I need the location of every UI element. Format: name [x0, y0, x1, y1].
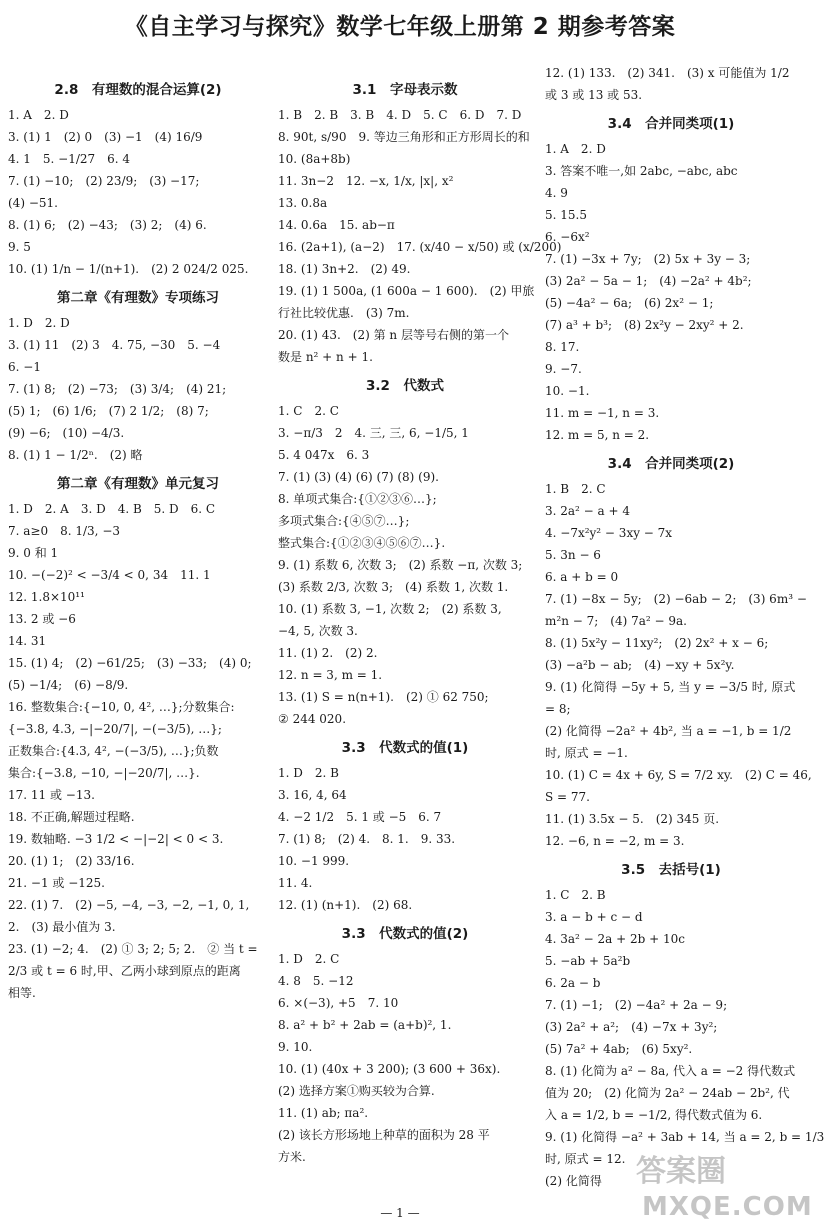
answer-line: {−3.8, 4.3, −|−20/7|, −(−3/5), …}; — [8, 722, 222, 736]
answer-line: 12. −6, n = −2, m = 3. — [545, 834, 685, 848]
answer-line: 10. −(−2)² < −3/4 < 0, 34 11. 1 — [8, 568, 211, 582]
answer-line: 18. 不正确,解题过程略. — [8, 810, 135, 824]
answer-line: 19. (1) 1 500a, (1 600a − 1 600). (2) 甲旅 — [278, 284, 535, 298]
answer-line: 2/3 或 t = 6 时,甲、乙两小球到原点的距离 — [8, 964, 241, 978]
answer-line: 7. a≥0 8. 1/3, −3 — [8, 524, 121, 538]
answer-line: 9. (1) 化简得 −5y + 5, 当 y = −3/5 时, 原式 — [545, 680, 796, 694]
answer-line: 6. ×(−3), +5 7. 10 — [278, 996, 399, 1010]
answer-line: (4) −51. — [8, 196, 58, 210]
answer-line: 5. 15.5 — [545, 208, 587, 222]
answer-line: 3. (1) 11 (2) 3 4. 75, −30 5. −4 — [8, 338, 221, 352]
answer-section — [278, 374, 532, 726]
answer-line: (2) 化简得 — [545, 1174, 602, 1188]
answer-line: 16. 整数集合:{−10, 0, 4², …};分数集合: — [8, 700, 235, 714]
answer-line: 12. 1.8×10¹¹ — [8, 590, 85, 604]
answer-line: 11. 4. — [278, 876, 313, 890]
answer-column-2 — [278, 72, 562, 1200]
section-title: 第二章《有理数》单元复习 — [57, 476, 219, 492]
answer-line: 10. (1) (40x + 3 200); (3 600 + 36x). — [278, 1062, 501, 1076]
answer-line: (5) 7a² + 4ab; (6) 5xy². — [545, 1042, 693, 1056]
answer-line: 16. (2a+1), (a−2) 17. (x/40 − x/50) 或 (x/200) — [278, 240, 562, 254]
answer-section — [278, 78, 562, 364]
answer-line: 5. 3n − 6 — [545, 548, 601, 562]
watermark-logo — [628, 1140, 813, 1230]
answer-line: m²n − 7; (4) 7a² − 9a. — [545, 614, 687, 628]
answer-line: 1. D 2. A 3. D 4. B 5. D 6. C — [8, 502, 216, 516]
answer-line: 12. (1) (n+1). (2) 68. — [278, 898, 413, 912]
answer-line: 相等. — [8, 986, 36, 1000]
answer-line: 13. 2 或 −6 — [8, 612, 76, 626]
section-title: 第二章《有理数》专项练习 — [57, 290, 219, 306]
answer-line: 3. (1) 1 (2) 0 (3) −1 (4) 16/9 — [8, 130, 203, 144]
answer-line: 4. 3a² − 2a + 2b + 10c — [545, 932, 686, 946]
answer-line: 6. −6x² — [545, 230, 590, 244]
answer-line: 12. m = 5, n = 2. — [545, 428, 650, 442]
answer-line: 11. 3n−2 12. −x, 1/x, |x|, x² — [278, 174, 454, 188]
answer-line: 10. (1) 1/n − 1/(n+1). (2) 2 024/2 025. — [8, 262, 249, 276]
answer-line: 11. (1) 3.5x − 5. (2) 345 页. — [545, 812, 720, 826]
answer-section — [8, 78, 268, 276]
answer-section — [545, 112, 797, 442]
answer-line: 时, 原式 = 12. — [545, 1152, 626, 1166]
section-title: 2.8 有理数的混合运算(2) — [54, 82, 222, 98]
answer-line: 7. (1) −3x + 7y; (2) 5x + 3y − 3; — [545, 252, 751, 266]
answer-column-3 — [545, 66, 824, 1200]
answer-line: (5) −1/4; (6) −8/9. — [8, 678, 129, 692]
answer-line: 5. 4 047x 6. 3 — [278, 448, 370, 462]
answer-line: 13. (1) S = n(n+1). (2) ① 62 750; — [278, 690, 489, 704]
answer-line: 整式集合:{①②③④⑤⑥⑦…}. — [278, 536, 446, 550]
section-title: 3.4 合并同类项(1) — [607, 116, 735, 132]
section-title: 3.5 去括号(1) — [621, 862, 721, 878]
answer-line: 19. 数轴略. −3 1/2 < −|−2| < 0 < 3. — [8, 832, 224, 846]
answer-column-1 — [8, 72, 268, 1200]
answer-line: (3) 2a² − 5a − 1; (4) −2a² + 4b²; — [545, 274, 752, 288]
section-title: 3.2 代数式 — [366, 378, 444, 394]
answer-line: 7. (1) 8; (2) 4. 8. 1. 9. 33. — [278, 832, 456, 846]
answer-line: 10. (1) 系数 3, −1, 次数 2; (2) 系数 3, — [278, 602, 502, 616]
answer-line: 8. (1) 1 − 1/2ⁿ. (2) 略 — [8, 448, 143, 462]
answer-line: 7. (1) −8x − 5y; (2) −6ab − 2; (3) 6m³ − — [545, 592, 807, 606]
page-title: 《自主学习与探究》数学七年级上册第 2 期参考答案 — [124, 14, 676, 40]
answer-line: (2) 选择方案①购买较为合算. — [278, 1084, 435, 1098]
answer-line: S = 77. — [545, 790, 590, 804]
answer-line: 12. (1) 133. (2) 341. (3) x 可能值为 1/2 — [545, 66, 790, 80]
answer-line: 1. C 2. C — [278, 404, 339, 418]
answer-line: 7. (1) 8; (2) −73; (3) 3/4; (4) 21; — [8, 382, 227, 396]
section-title: 3.3 代数式的值(1) — [341, 740, 469, 756]
answer-line: (7) a³ + b³; (8) 2x²y − 2xy² + 2. — [545, 318, 744, 332]
answer-line: (3) 2a² + a²; (4) −7x + 3y²; — [545, 1020, 718, 1034]
answer-line: (2) 化简得 −2a² + 4b², 当 a = −1, b = 1/2 — [545, 724, 792, 738]
answer-section — [545, 66, 797, 102]
answer-line: 11. m = −1, n = 3. — [545, 406, 660, 420]
answer-line: 6. 2a − b — [545, 976, 601, 990]
answer-line: 1. D 2. D — [8, 316, 70, 330]
answer-line: 1. D 2. B — [278, 766, 339, 780]
answer-line: 20. (1) 43. (2) 第 n 层等号右侧的第一个 — [278, 328, 509, 342]
answer-line: 3. 2a² − a + 4 — [545, 504, 631, 518]
section-title: 3.4 合并同类项(2) — [607, 456, 735, 472]
answer-section — [8, 286, 268, 462]
answer-line: 4. 1 5. −1/27 6. 4 — [8, 152, 131, 166]
answer-line: 1. B 2. B 3. B 4. D 5. C 6. D 7. D — [278, 108, 522, 122]
answer-line: 1. A 2. D — [545, 142, 606, 156]
answer-line: 10. −1 999. — [278, 854, 350, 868]
answer-line: 多项式集合:{④⑤⑦…}; — [278, 514, 410, 528]
answer-line: 4. −7x²y² − 3xy − 7x — [545, 526, 673, 540]
answer-section — [545, 858, 824, 1188]
answer-line: 9. −7. — [545, 362, 582, 376]
answer-line: 9. (1) 化简得 −a² + 3ab + 14, 当 a = 2, b = 1/3 — [545, 1130, 824, 1144]
answer-line: 2. (3) 最小值为 3. — [8, 920, 116, 934]
answer-line: 3. 16, 4, 64 — [278, 788, 347, 802]
answer-line: 1. C 2. B — [545, 888, 606, 902]
answer-line: 10. −1. — [545, 384, 590, 398]
answer-line: 行社比较优惠. (3) 7m. — [278, 306, 410, 320]
answer-line: 6. −1 — [8, 360, 41, 374]
answer-line: (9) −6; (10) −4/3. — [8, 426, 125, 440]
answer-line: 8. 90t, s/90 9. 等边三角形和正方形周长的和 — [278, 130, 530, 144]
answer-line: 14. 0.6a 15. ab−π — [278, 218, 395, 232]
answer-line: 10. (1) C = 4x + 6y, S = 7/2 xy. (2) C = 46, — [545, 768, 812, 782]
answer-line: 或 3 或 13 或 53. — [545, 88, 643, 102]
answer-line: (3) −a²b − ab; (4) −xy + 5x²y. — [545, 658, 735, 672]
answer-line: 8. 单项式集合:{①②③⑥…}; — [278, 492, 437, 506]
answer-line: 23. (1) −2; 4. (2) ① 3; 2; 5; 2. ② 当 t = — [8, 942, 258, 956]
answer-section — [278, 922, 532, 1164]
answer-line: 3. 答案不唯一,如 2abc, −abc, abc — [545, 164, 738, 178]
answer-line: 14. 31 — [8, 634, 47, 648]
answer-line: (3) 系数 2/3, 次数 3; (4) 系数 1, 次数 1. — [278, 580, 509, 594]
answer-line: 8. (1) 5x²y − 11xy²; (2) 2x² + x − 6; — [545, 636, 769, 650]
answer-line: 17. 11 或 −13. — [8, 788, 95, 802]
answer-line: 入 a = 1/2, b = −1/2, 得代数式值为 6. — [545, 1108, 763, 1122]
answer-line: 值为 20; (2) 化简为 2a² − 24ab − 2b², 代 — [545, 1086, 790, 1100]
answer-section — [545, 452, 812, 848]
answer-line: ② 244 020. — [278, 712, 347, 726]
answer-line: (2) 该长方形场地上种草的面积为 28 平 — [278, 1128, 490, 1142]
answer-line: (5) 1; (6) 1/6; (7) 2 1/2; (8) 7; — [8, 404, 209, 418]
answer-line: 4. 8 5. −12 — [278, 974, 354, 988]
watermark-url: MXQE.COM — [642, 1192, 813, 1222]
section-title: 3.3 代数式的值(2) — [341, 926, 469, 942]
answer-line: 7. (1) −10; (2) 23/9; (3) −17; — [8, 174, 200, 188]
answer-line: 集合:{−3.8, −10, −|−20/7|, …}. — [8, 766, 200, 780]
answer-line: 7. (1) (3) (4) (6) (7) (8) (9). — [278, 470, 439, 484]
answer-line: 1. D 2. C — [278, 952, 340, 966]
answer-section — [8, 472, 268, 1000]
answer-line: 13. 0.8a — [278, 196, 328, 210]
answer-line: 方米. — [278, 1150, 306, 1164]
section-title: 3.1 字母表示数 — [352, 82, 458, 98]
answer-line: 10. (8a+8b) — [278, 152, 351, 166]
answer-line: 正数集合:{4.3, 4², −(−3/5), …};负数 — [8, 744, 219, 758]
answer-line: 11. (1) ab; πa². — [278, 1106, 369, 1120]
answer-line: 18. (1) 3n+2. (2) 49. — [278, 262, 411, 276]
answer-section — [278, 736, 532, 912]
answer-line: 数是 n² + n + 1. — [278, 350, 373, 364]
answer-line: = 8; — [545, 702, 571, 716]
answer-line: 9. (1) 系数 6, 次数 3; (2) 系数 −π, 次数 3; — [278, 558, 523, 572]
answer-line: 12. n = 3, m = 1. — [278, 668, 383, 682]
answer-line: 7. (1) −1; (2) −4a² + 2a − 9; — [545, 998, 728, 1012]
answer-line: 9. 10. — [278, 1040, 313, 1054]
answer-line: 22. (1) 7. (2) −5, −4, −3, −2, −1, 0, 1, — [8, 898, 250, 912]
page-number: — 1 — — [380, 1206, 420, 1220]
answer-line: 8. 17. — [545, 340, 580, 354]
answer-line: 20. (1) 1; (2) 33/16. — [8, 854, 135, 868]
answer-line: 1. A 2. D — [8, 108, 69, 122]
answer-line: 4. −2 1/2 5. 1 或 −5 6. 7 — [278, 810, 442, 824]
answer-line: 8. (1) 6; (2) −43; (3) 2; (4) 6. — [8, 218, 207, 232]
answer-line: 8. (1) 化简为 a² − 8a, 代入 a = −2 得代数式 — [545, 1064, 796, 1078]
answer-line: 4. 9 — [545, 186, 568, 200]
answer-line: (5) −4a² − 6a; (6) 2x² − 1; — [545, 296, 714, 310]
answer-line: 8. a² + b² + 2ab = (a+b)², 1. — [278, 1018, 452, 1032]
answer-line: 15. (1) 4; (2) −61/25; (3) −33; (4) 0; — [8, 656, 252, 670]
watermark-text: 答案圈 — [636, 1154, 726, 1189]
answer-line: 11. (1) 2. (2) 2. — [278, 646, 378, 660]
answer-line: 6. a + b = 0 — [545, 570, 619, 584]
answer-line: −4, 5, 次数 3. — [278, 624, 358, 638]
answer-line: 21. −1 或 −125. — [8, 876, 105, 890]
answer-line: 9. 0 和 1 — [8, 546, 59, 560]
answer-line: 1. B 2. C — [545, 482, 606, 496]
answer-line: 3. a − b + c − d — [545, 910, 643, 924]
answer-line: 5. −ab + 5a²b — [545, 954, 631, 968]
answer-line: 3. −π/3 2 4. 三, 三, 6, −1/5, 1 — [278, 426, 469, 440]
answer-line: 9. 5 — [8, 240, 31, 254]
answer-line: 时, 原式 = −1. — [545, 746, 628, 760]
